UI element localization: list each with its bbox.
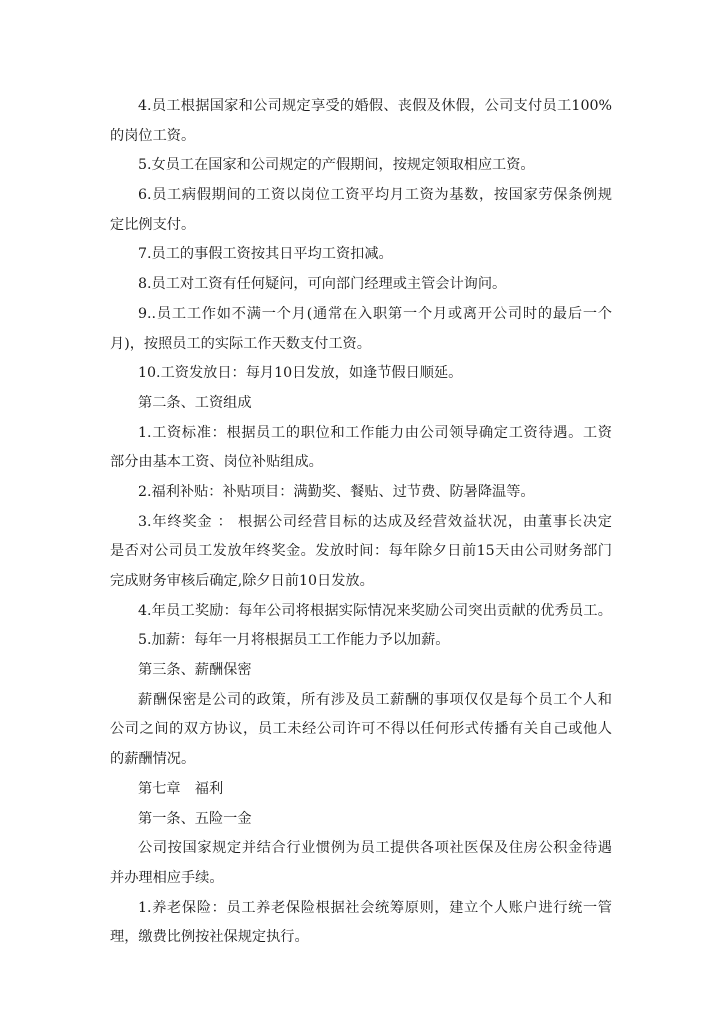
section-heading: 第三条、薪酬保密 <box>138 662 252 679</box>
para-line: 的岗位工资。 <box>110 127 196 144</box>
para-line: 7.员工的事假工资按其日平均工资扣减。 <box>138 246 393 263</box>
para-line: 理，缴费比例按社保规定执行。 <box>110 929 309 946</box>
para-line: 3.年终奖金 ： 根据公司经营目标的达成及经营效益状况，由董事长决定 <box>138 513 612 530</box>
para-line: 部分由基本工资、岗位补贴组成。 <box>110 454 323 471</box>
para-line: 薪酬保密是公司的政策，所有涉及员工薪酬的事项仅仅是每个员工个人和 <box>138 691 612 708</box>
para-line: 9..员工工作如不满一个月(通常在入职第一个月或离开公司时的最后一个 <box>138 305 612 322</box>
para-line: 的薪酬情况。 <box>110 751 196 768</box>
section-heading: 第一条、五险一金 <box>138 810 252 827</box>
para-line: 公司按国家规定并结合行业惯例为员工提供各项社医保及住房公积金待遇 <box>138 840 612 857</box>
para-line: 1.养老保险：员工养老保险根据社会统筹原则，建立个人账户进行统一管 <box>138 899 612 916</box>
para-line: 6.员工病假期间的工资以岗位工资平均月工资为基数，按国家劳保条例规 <box>138 187 612 204</box>
para-line: 月)，按照员工的实际工作天数支付工资。 <box>110 335 371 352</box>
para-line: 4.员工根据国家和公司规定享受的婚假、丧假及休假，公司支付员工100% <box>138 98 612 114</box>
para-line: 2.福利补贴：补贴项目：满勤奖、餐贴、过节费、防暑降温等。 <box>138 483 535 500</box>
para-line: 定比例支付。 <box>110 216 196 233</box>
para-line: 并办理相应手续。 <box>110 869 224 886</box>
para-line: 公司之间的双方协议，员工未经公司许可不得以任何形式传播有关自己或他人 <box>110 721 612 738</box>
para-line: 4.年员工奖励：每年公司将根据实际情况来奖励公司突出贡献的优秀员工。 <box>138 602 612 619</box>
section-heading: 第二条、工资组成 <box>138 394 252 411</box>
para-line: 5.女员工在国家和公司规定的产假期间，按规定领取相应工资。 <box>138 157 535 174</box>
para-line: 5.加薪：每年一月将根据员工工作能力予以加薪。 <box>138 632 450 649</box>
para-line: 完成财务审核后确定,除夕日前10日发放。 <box>110 573 374 589</box>
para-line: 1.工资标准：根据员工的职位和工作能力由公司领导确定工资待遇。工资 <box>138 424 612 441</box>
para-line: 8.员工对工资有任何疑问，可向部门经理或主管会计询问。 <box>138 276 507 293</box>
document-page <box>110 92 612 953</box>
para-line: 10.工资发放日：每月10日发放，如逢节假日顺延。 <box>138 365 463 382</box>
para-line: 是否对公司员工发放年终奖金。发放时间：每年除夕日前15天由公司财务部门 <box>110 543 612 560</box>
chapter-heading: 第七章 福利 <box>138 780 224 797</box>
